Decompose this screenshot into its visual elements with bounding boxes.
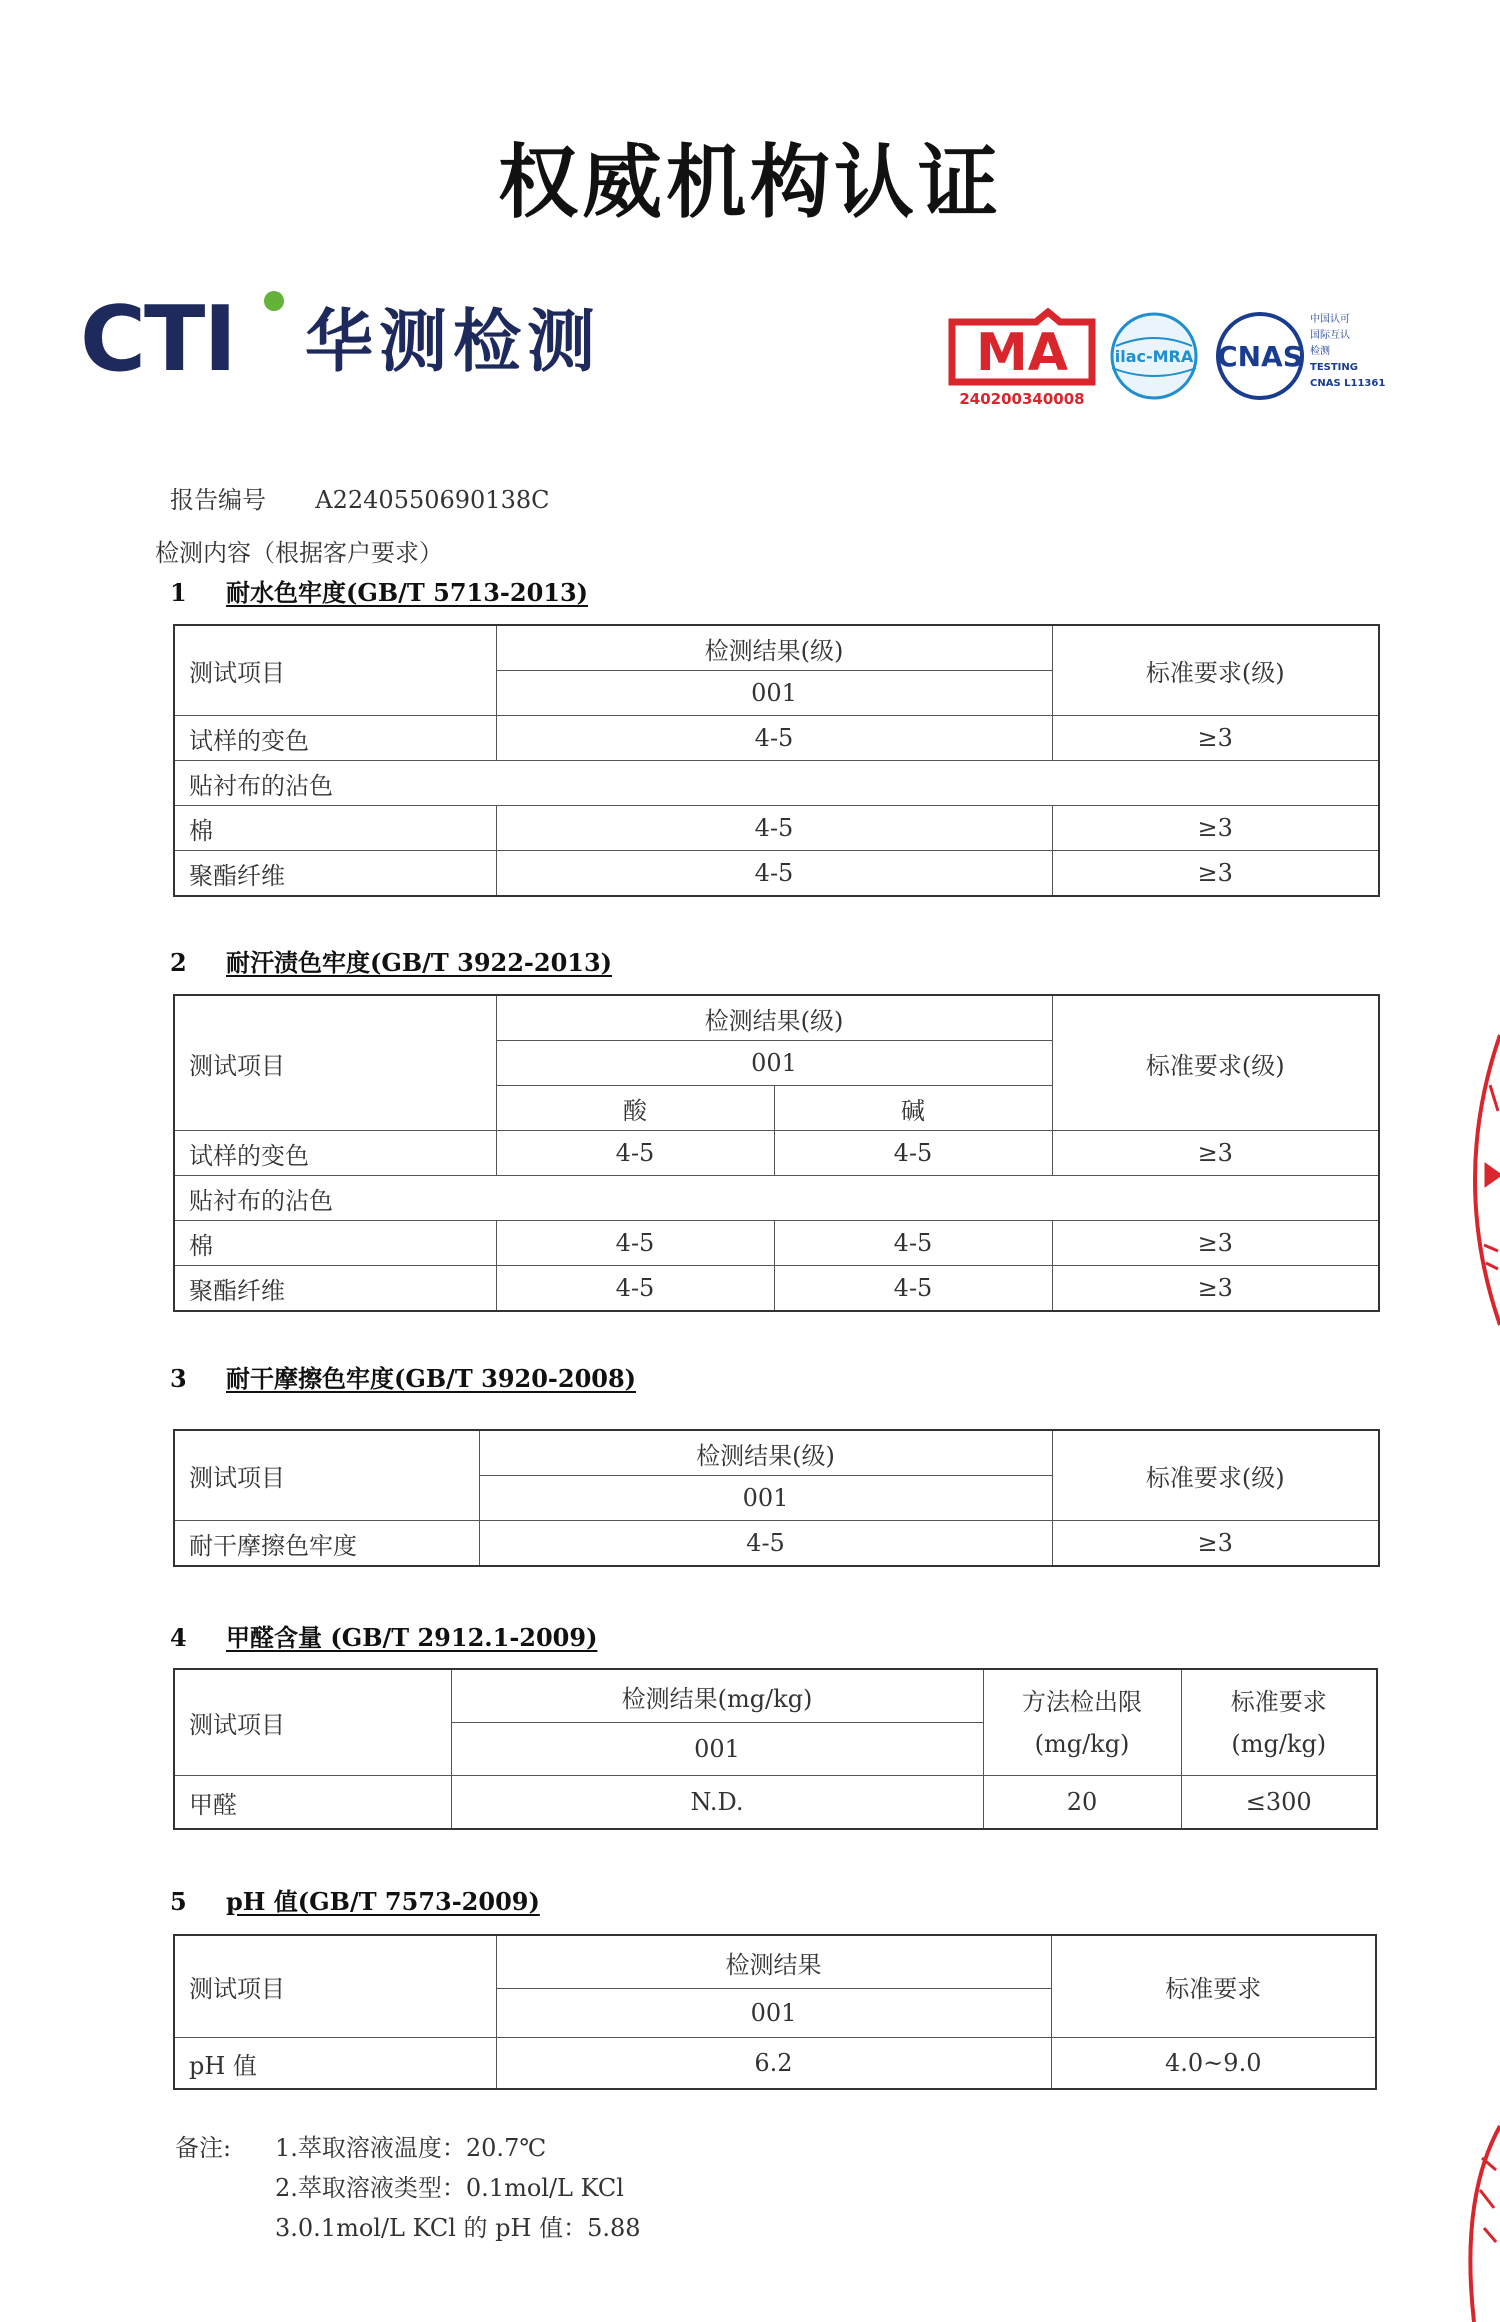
header-cell: 检测结果(级) — [496, 995, 1052, 1041]
note-item: 1.萃取溶液温度：20.7℃ — [275, 2134, 547, 2162]
cell: 4-5 — [774, 1131, 1052, 1176]
cell: 贴衬布的沾色 — [174, 761, 1379, 806]
cnas-side-line: CNAS L11361 — [1310, 378, 1386, 389]
cell: 4-5 — [496, 1131, 774, 1176]
table-row — [174, 761, 1379, 806]
cti-logo-mark: CTI — [80, 287, 235, 392]
notes-list — [275, 2128, 641, 2248]
note-item: 2.萃取溶液类型：0.1mol/L KCl — [275, 2174, 624, 2202]
cell: 试样的变色 — [174, 716, 496, 761]
table-dry-rubbing-fastness — [173, 1429, 1380, 1567]
section-number: 2 — [170, 948, 187, 977]
section-number: 4 — [170, 1623, 187, 1652]
header-cell: 检测结果(级) — [479, 1430, 1052, 1476]
cell: 4-5 — [496, 1221, 774, 1266]
table-water-fastness — [173, 624, 1380, 897]
cti-logo-name: 华测检测 — [305, 303, 602, 382]
section-number: 5 — [170, 1887, 187, 1916]
cell: ≥3 — [1052, 806, 1379, 851]
cell: 4.0~9.0 — [1051, 2038, 1376, 2090]
section-number: 3 — [170, 1364, 187, 1393]
table-ph-value — [173, 1934, 1377, 2090]
cell: 聚酯纤维 — [174, 851, 496, 897]
header-cell: 检测结果 — [496, 1935, 1051, 1989]
cnas-side-line: 国际互认 — [1310, 330, 1350, 341]
section-number: 1 — [170, 578, 187, 607]
cell: ≥3 — [1052, 1221, 1379, 1266]
table-row — [174, 1521, 1379, 1567]
cnas-side-line: TESTING — [1310, 362, 1358, 373]
table-row — [174, 1776, 1377, 1830]
table-formaldehyde — [173, 1668, 1378, 1830]
header-cell: 酸 — [496, 1086, 774, 1131]
cell: ≥3 — [1052, 1131, 1379, 1176]
cti-logo-dot — [264, 291, 284, 311]
table-row — [174, 806, 1379, 851]
cell: 4-5 — [479, 1521, 1052, 1567]
cell: ≥3 — [1052, 1266, 1379, 1312]
section-2-heading — [170, 943, 612, 978]
section-5-heading — [170, 1882, 540, 1917]
section-title: 耐水色牢度(GB/T 5713-2013) — [226, 578, 589, 607]
table-row — [174, 716, 1379, 761]
page-title: 权威机构认证 — [498, 136, 1002, 229]
report-number-line — [170, 480, 549, 515]
section-title: 耐汗渍色牢度(GB/T 3922-2013) — [226, 948, 613, 977]
header-cell: 标准要求(级) — [1052, 995, 1379, 1131]
cma-logo-text: MA — [976, 323, 1068, 383]
cell: 甲醛 — [174, 1776, 451, 1830]
cell: 20 — [983, 1776, 1181, 1830]
cell: ≥3 — [1052, 1521, 1379, 1567]
section-title: 甲醛含量 (GB/T 2912.1-2009) — [226, 1623, 598, 1652]
header-cell: 001 — [496, 1041, 1052, 1086]
table-row — [174, 2038, 1376, 2090]
cell: ≥3 — [1052, 716, 1379, 761]
std-label: 标准要求 — [1230, 1687, 1327, 1716]
cnas-side-line: 中国认可 — [1310, 314, 1350, 325]
header-cell: 检测结果(级) — [496, 625, 1052, 671]
header-cell: 001 — [496, 671, 1052, 716]
limit-label: 方法检出限 — [1022, 1687, 1142, 1716]
cell: 贴衬布的沾色 — [174, 1176, 1379, 1221]
table-row — [174, 1221, 1379, 1266]
cnas-side-text — [1310, 312, 1385, 389]
test-content-label: 检测内容（根据客户要求） — [155, 539, 443, 567]
ilac-mra-logo — [1112, 314, 1196, 398]
header-cell: 标准要求(级) — [1052, 625, 1379, 716]
red-stamp-partial — [1460, 2118, 1500, 2322]
header-cell: 测试项目 — [174, 1935, 496, 2038]
cell: 4-5 — [774, 1221, 1052, 1266]
header-cell: 001 — [451, 1723, 983, 1776]
header-cell: 测试项目 — [174, 995, 496, 1131]
cma-logo-number: 240200340008 — [959, 390, 1085, 408]
cell: ≥3 — [1052, 851, 1379, 897]
cell: 4-5 — [496, 716, 1052, 761]
table-row — [174, 1266, 1379, 1312]
header-cell — [1181, 1669, 1377, 1776]
header-cell: 碱 — [774, 1086, 1052, 1131]
header-cell: 测试项目 — [174, 625, 496, 716]
section-title: pH 值(GB/T 7573-2009) — [226, 1887, 540, 1916]
section-4-heading — [170, 1618, 597, 1653]
note-item: 3.0.1mol/L KCl 的 pH 值：5.88 — [275, 2214, 641, 2242]
cell: ≤300 — [1181, 1776, 1377, 1830]
header-cell: 测试项目 — [174, 1669, 451, 1776]
table-row — [174, 1176, 1379, 1221]
cell: 4-5 — [496, 851, 1052, 897]
red-stamp-partial — [1460, 1015, 1500, 1345]
std-unit: (mg/kg) — [1231, 1729, 1327, 1758]
table-perspiration-fastness — [173, 994, 1380, 1312]
cell: 4-5 — [496, 806, 1052, 851]
cell: 4-5 — [496, 1266, 774, 1312]
header-cell: 标准要求(级) — [1052, 1430, 1379, 1521]
header-cell: 001 — [496, 1989, 1051, 2038]
cell: 棉 — [174, 806, 496, 851]
table-row — [174, 1131, 1379, 1176]
report-number-label: 报告编号 — [170, 486, 266, 514]
cnas-logo — [1217, 314, 1303, 398]
cnas-side-line: 检测 — [1310, 346, 1330, 357]
ilac-mra-logo-text: ilac-MRA — [1114, 347, 1194, 366]
header-cell: 001 — [479, 1476, 1052, 1521]
header-cell: 测试项目 — [174, 1430, 479, 1521]
cnas-logo-text: CNAS — [1217, 340, 1303, 373]
cell: 试样的变色 — [174, 1131, 496, 1176]
header-cell: 检测结果(mg/kg) — [451, 1669, 983, 1723]
cell: pH 值 — [174, 2038, 496, 2090]
report-number-value: A2240550690138C — [315, 486, 550, 514]
cell: 6.2 — [496, 2038, 1051, 2090]
header-cell — [983, 1669, 1181, 1776]
cell: 棉 — [174, 1221, 496, 1266]
limit-unit: (mg/kg) — [1034, 1729, 1130, 1758]
cell: 聚酯纤维 — [174, 1266, 496, 1312]
cell: N.D. — [451, 1776, 983, 1830]
certification-logos — [944, 308, 1414, 418]
cell: 4-5 — [774, 1266, 1052, 1312]
section-3-heading — [170, 1359, 636, 1394]
table-row — [174, 851, 1379, 897]
header-cell: 标准要求 — [1051, 1935, 1376, 2038]
cma-logo — [952, 312, 1092, 408]
section-title: 耐干摩擦色牢度(GB/T 3920-2008) — [226, 1364, 637, 1393]
notes-label: 备注: — [175, 2134, 232, 2162]
section-1-heading — [170, 573, 588, 608]
cell: 耐干摩擦色牢度 — [174, 1521, 479, 1567]
